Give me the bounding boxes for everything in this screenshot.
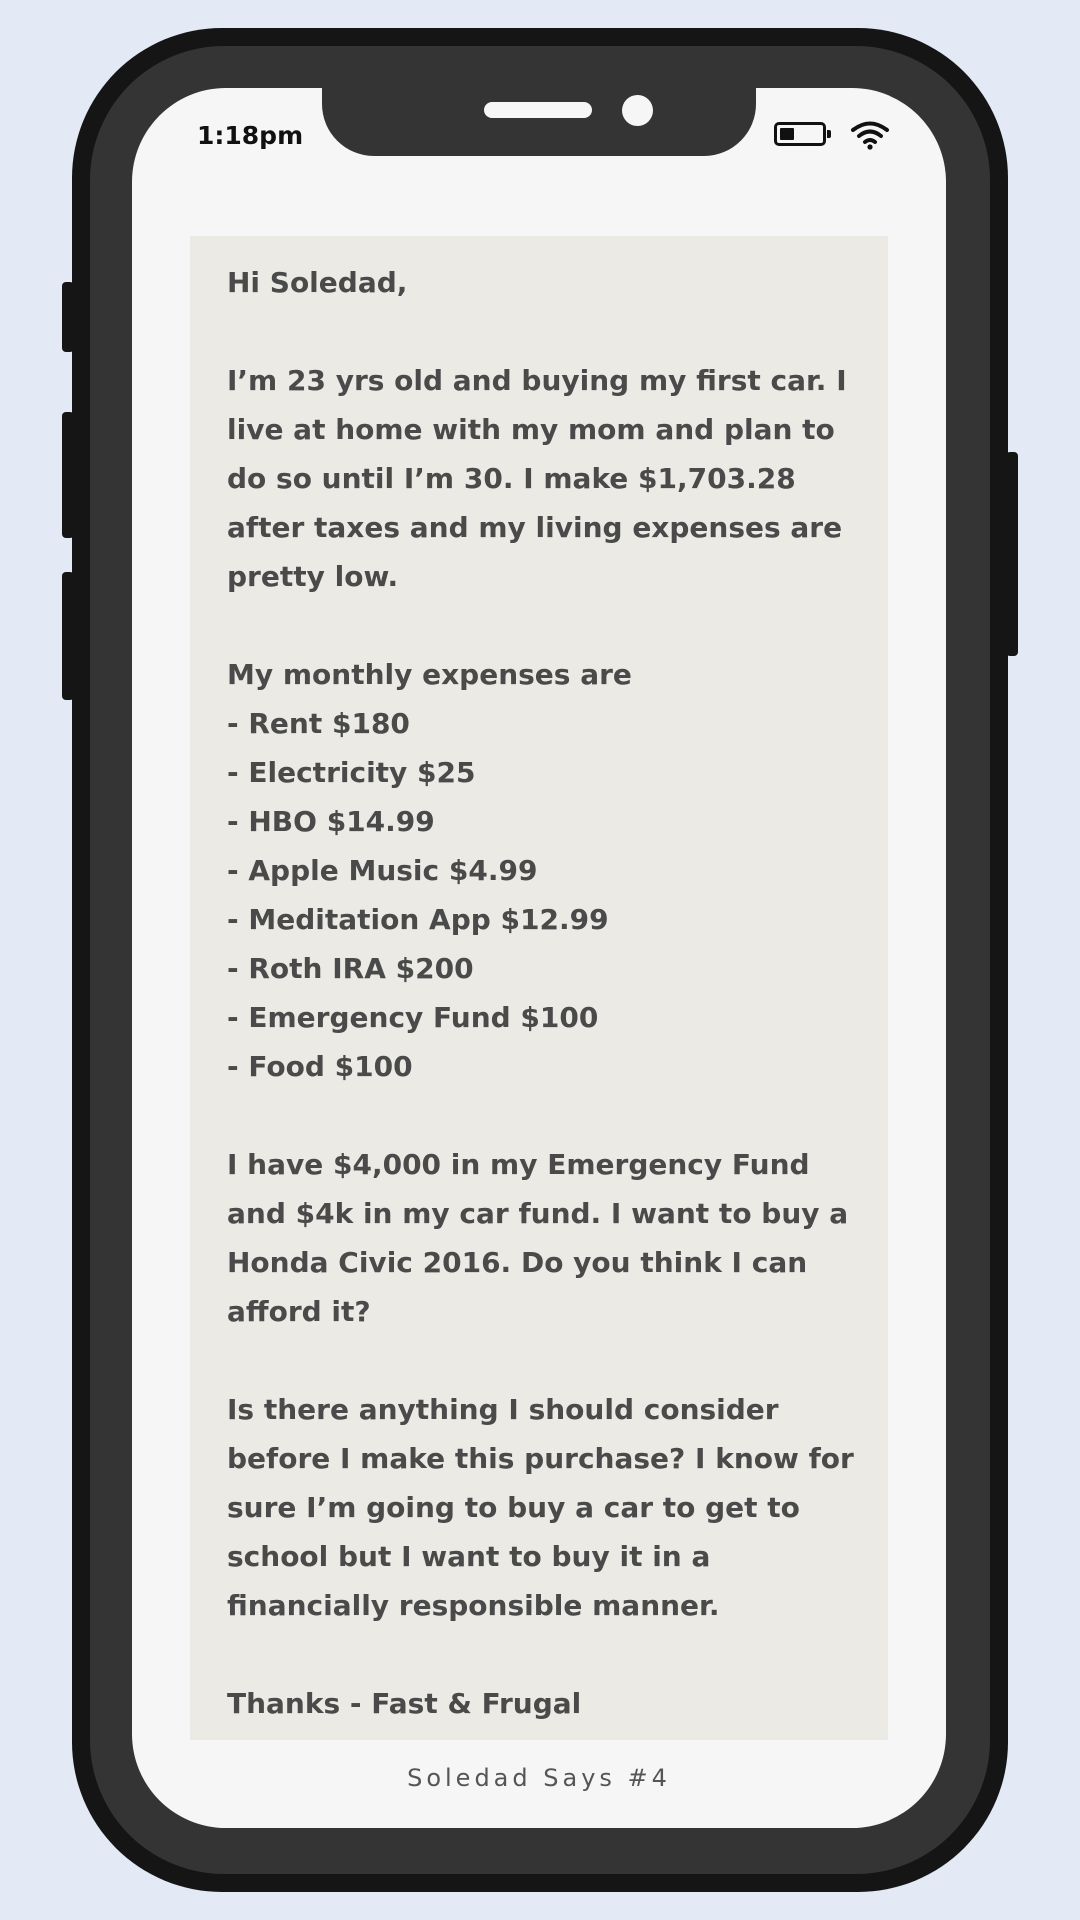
letter-funds: I have $4,000 in my Emergency Fund and $4k in my car fund. I want to buy a Honda Civic 2016. Do you think I can afford it? [227, 1148, 849, 1328]
expense-item-emergency-fund: - Emergency Fund $100 [227, 1001, 599, 1034]
volume-up-button [62, 412, 74, 538]
power-button [1006, 452, 1018, 656]
letter-greeting: Hi Soledad, [227, 266, 408, 299]
expense-item-apple-music: - Apple Music $4.99 [227, 854, 538, 887]
expense-item-rent: - Rent $180 [227, 707, 410, 740]
phone-screen [132, 88, 946, 1828]
speaker-grille [484, 102, 592, 118]
expenses-list [227, 699, 854, 1091]
expense-item-roth-ira: - Roth IRA $200 [227, 952, 474, 985]
mute-switch [62, 282, 74, 352]
battery-level [780, 128, 794, 140]
letter-card [190, 236, 888, 1740]
status-time: 1:18pm [197, 121, 304, 150]
footer-caption: Soledad Says #4 [407, 1764, 671, 1792]
wifi-icon [850, 120, 890, 150]
battery-nub [827, 130, 831, 138]
expenses-heading: My monthly expenses are [227, 658, 632, 691]
battery-icon [774, 122, 826, 146]
letter-intro: I’m 23 yrs old and buying my first car. I live at home with my mom and plan to do so until I’m 30. I make $1,703.28 after taxes and my living expenses are pretty low. [227, 364, 847, 593]
expense-item-food: - Food $100 [227, 1050, 413, 1083]
notch [322, 88, 756, 156]
front-camera [622, 95, 653, 126]
volume-down-button [62, 572, 74, 700]
expense-item-electricity: - Electricity $25 [227, 756, 476, 789]
expense-item-hbo: - HBO $14.99 [227, 805, 435, 838]
letter-signoff: Thanks - Fast & Frugal [227, 1687, 582, 1720]
expense-item-meditation-app: - Meditation App $12.99 [227, 903, 609, 936]
letter-question: Is there anything I should consider before I make this purchase? I know for sure I’m going to buy a car to get to school but I want to buy it in a financially responsible manner. [227, 1393, 854, 1622]
